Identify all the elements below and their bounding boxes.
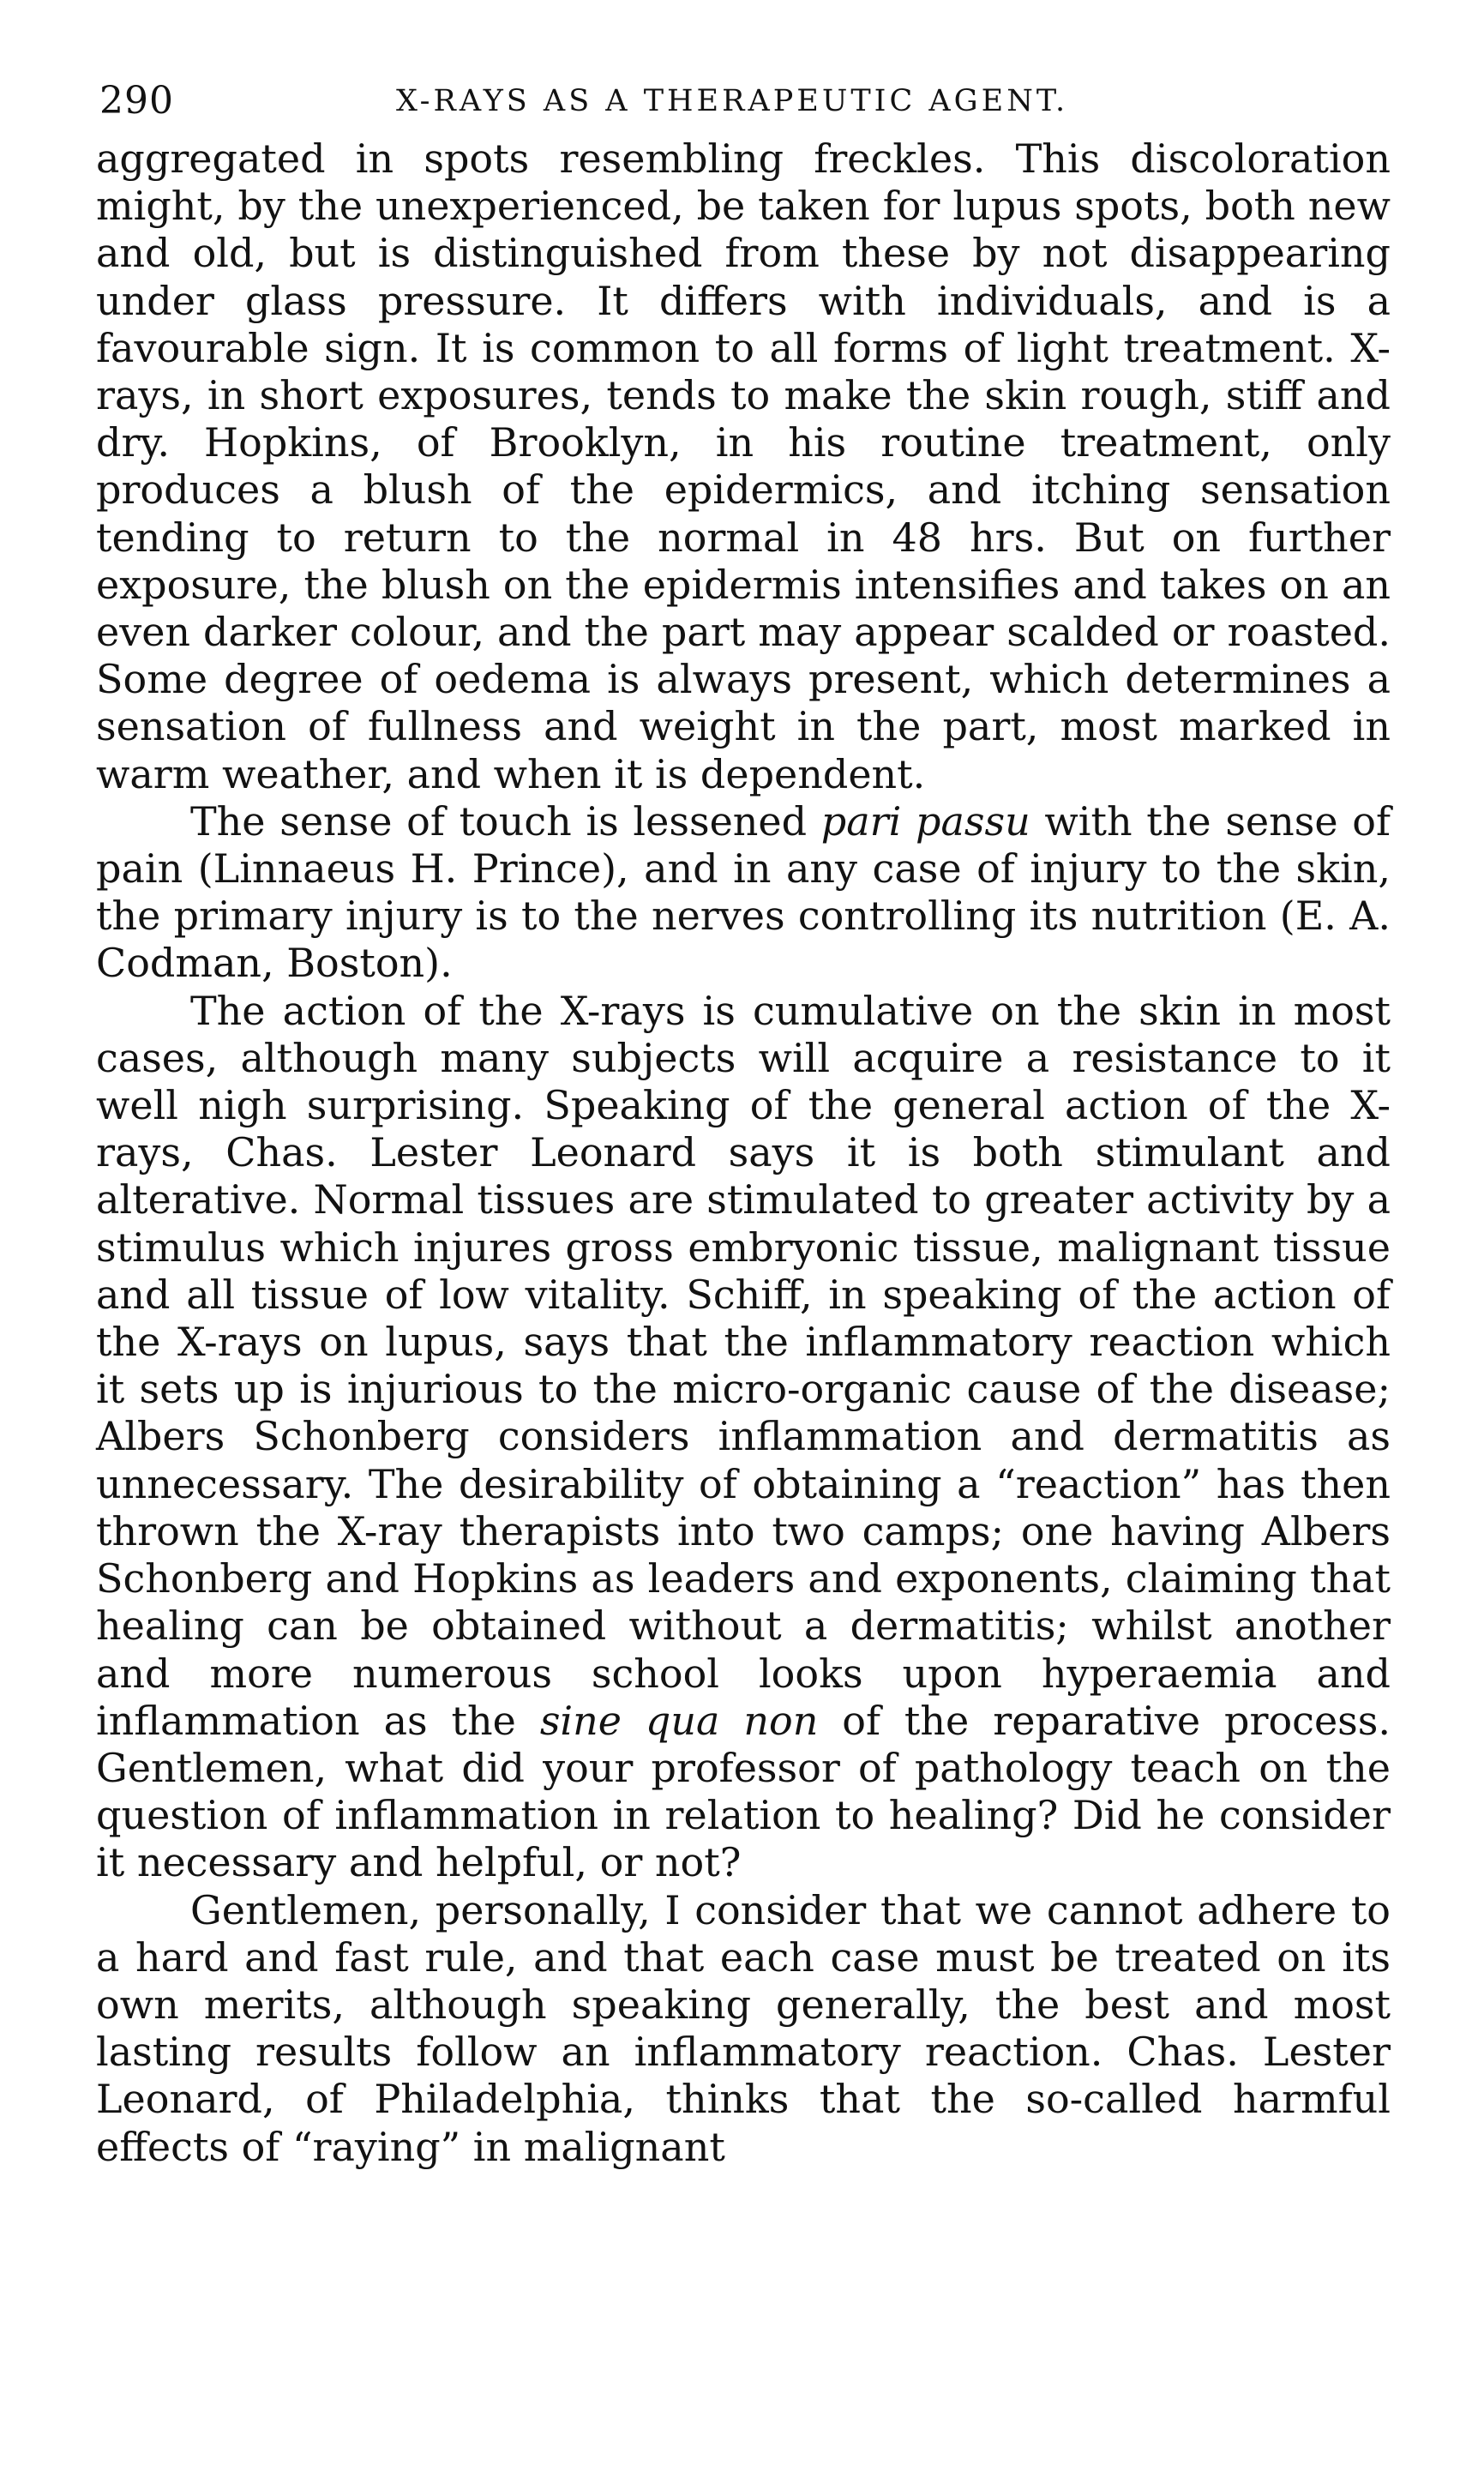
page-number: 290 [99,79,174,123]
paragraph-3-italic-phrase: sine qua non [539,1697,819,1744]
paragraph-2-text-a: The sense of touch is lessened [190,797,821,845]
running-head [96,75,1391,135]
paragraph-3 [96,988,1391,1887]
paragraph-3-text-b: of the reparative process. Gentlemen, what did your professor of pathology teach on the question of inflammation in relation to healing? Did he consider it necessary and helpful, or not? [96,1697,1391,1886]
running-head-title: X-RAYS AS A THERAPEUTIC AGENT. [396,84,1069,118]
book-page [96,75,1391,2171]
paragraph-2-italic-phrase: pari passu [820,797,1030,845]
paragraph-2 [96,798,1391,988]
paragraph-4-text: Gentlemen, personally, I consider that we cannot adhere to a hard and fast rule, and that each case must be treated on its own merits, although speaking generally, the best and most lasting results follow an inflammatory reaction. Chas. Lester Leonard, of Philadelphia, thinks that the so-called harmful effects of “raying” in malignant [96,1886,1391,2170]
paragraph-2-text-b: with the sense of pain (Linnaeus H. Prince), and in any case of injury to the skin, the primary injury is to the nerves controlling its nutrition (E. A. Codman, Boston). [96,797,1391,987]
paragraph-3-text-a: The action of the X-rays is cumulative on the skin in most cases, although many subjects will acquire a resistance to it well nigh surprising. Speaking of the general action of the X-rays, Chas. Lester Leonard says it is both stimulant and alterative. Normal tissues are stimulated to greater activity by a stimulus which injures gross embryonic tissue, malignant tissue and all tissue of low vitality. Schiff, in speaking of the action of the X-rays on lupus, says that the inflammatory reaction which it sets up is injurious to the micro-organic cause of the disease; Albers Schonberg considers inflammation and dermatitis as unnecessary. The desirability of obtaining a “reaction” has then thrown the X-ray therapists into two camps; one having Albers Schonberg and Hopkins as leaders and exponents, claiming that healing can be obtained without a dermatitis; whilst another and more numerous school looks upon hyperaemia and inflammation as the [96,987,1391,1744]
paragraph-1-text: aggregated in spots resembling freckles. This discoloration might, by the unexperienced, be taken for lupus spots, both new and old, but is distinguished from these by not disappearing under glass pressure. It differs with individuals, and is a favourable sign. It is common to all forms of light treatment. X-rays, in short exposures, tends to make the skin rough, stiff and dry. Hopkins, of Brooklyn, in his routine treatment, only produces a blush of the epidermics, and itching sensation tending to return to the normal in 48 hrs. But on further exposure, the blush on the epidermis intensifies and takes on an even darker colour, and the part may appear scalded or roasted. Some degree of oedema is always present, which determines a sensation of fullness and weight in the part, most marked in warm weather, and when it is dependent. [96,135,1391,797]
paragraph-4 [96,1887,1391,2171]
body-text [96,135,1391,2171]
paragraph-1 [96,135,1391,798]
